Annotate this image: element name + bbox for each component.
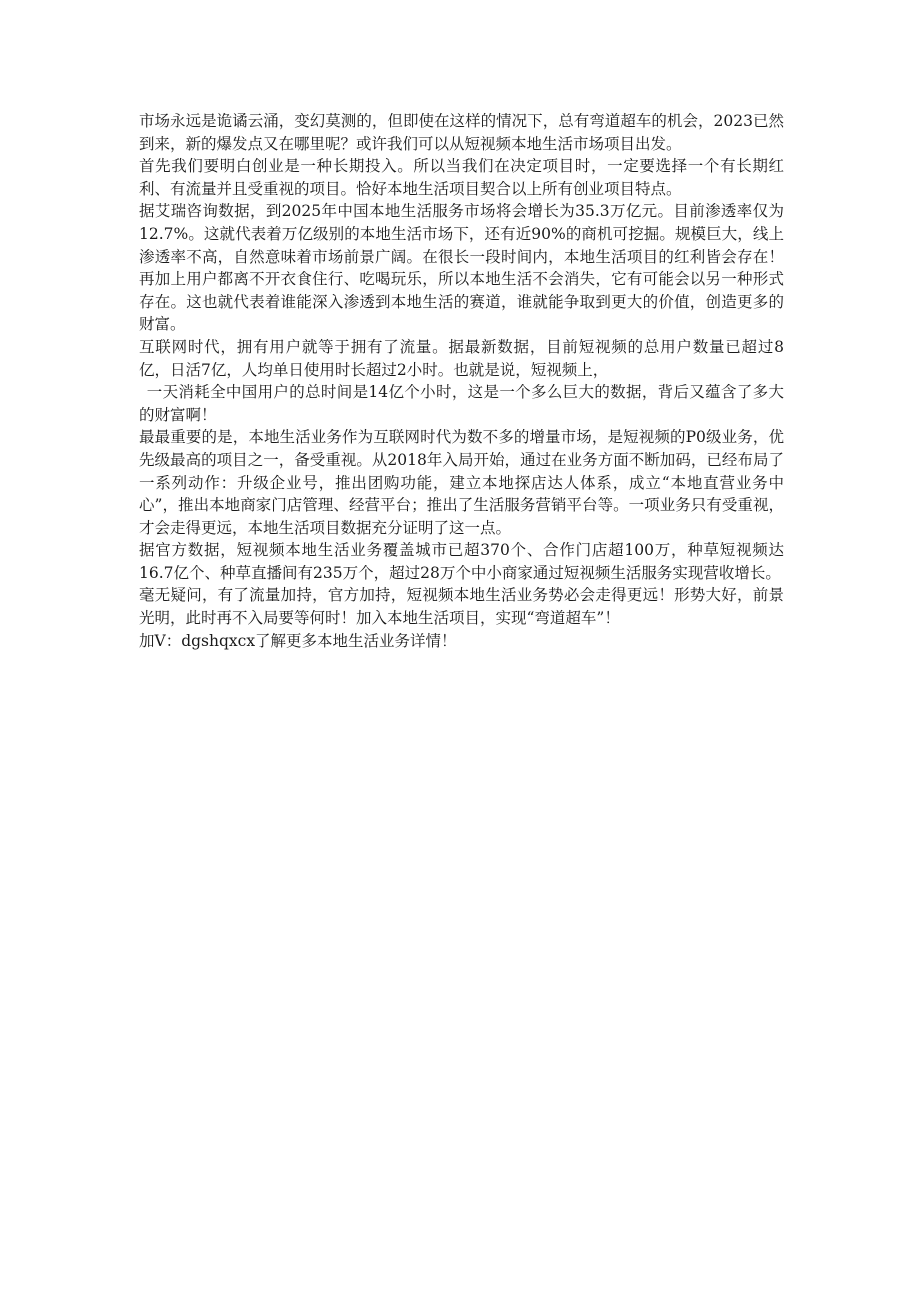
paragraph-user-traffic: 互联网时代，拥有用户就等于拥有了流量。据最新数据，目前短视频的总用户数量已超过8亿，日活7亿，人均单日使用时长超过2小时。也就是说，短视频上， [139,337,784,379]
paragraph-long-term-investment: 首先我们要明白创业是一种长期投入。所以当我们在决定项目时，一定要选择一个有长期红利、有流量并且受重视的项目。恰好本地生活项目契合以上所有创业项目特点。 [139,157,784,198]
paragraph-contact: 加V：dgshqxcx了解更多本地生活业务详情！ [139,631,457,650]
paragraph-market-data: 据艾瑞咨询数据，到2025年中国本地生活服务市场将会增长为35.3万亿元。目前渗透率仅为12.7%。这就代表着万亿级别的本地生活市场下，还有近90%的商机可挖掘。规模巨大，线上渗透率不高，自然意味着市场前景广阔。在很长一段时间内，本地生活项目的红利皆会存在！再加上用户都离不开衣食住行、吃喝玩乐，所以本地生活不会消失，它有可能会以另一种形式存在。这也就代表着谁能深入渗透到本地生活的赛道，谁就能争取到更大的价值，创造更多的财富。 [139,202,784,334]
paragraph-conclusion: 毫无疑问，有了流量加持，官方加持，短视频本地生活业务势必会走得更远！形势大好，前景光明，此时再不入局要等何时！加入本地生活项目，实现“弯道超车”！ [139,586,784,628]
paragraph-official-data: 据官方数据，短视频本地生活业务覆盖城市已超370个、合作门店超100万，种草短视频达16.7亿个、种草直播间有235万个，超过28万个中小商家通过短视频生活服务实现营收增长。 [139,541,784,582]
document-body [139,110,784,652]
paragraph-priority-business: 最最重要的是，本地生活业务作为互联网时代为数不多的增量市场，是短视频的P0级业务，优先级最高的项目之一，备受重视。从2018年入局开始，通过在业务方面不断加码，已经布局了一系列动作：升级企业号，推出团购功能，建立本地探店达人体系，成立“本地直营业务中心”，推出本地商家门店管理、经营平台；推出了生活服务营销平台等。一项业务只有受重视，才会走得更远，本地生活项目数据充分证明了这一点。 [139,428,784,537]
paragraph-intro: 市场永远是诡谲云涌，变幻莫测的，但即使在这样的情况下，总有弯道超车的机会，2023已然到来，新的爆发点又在哪里呢？或许我们可以从短视频本地生活市场项目出发。 [139,112,784,153]
paragraph-total-time: 一天消耗全中国用户的总时间是14亿个小时，这是一个多么巨大的数据，背后又蕴含了多大的财富啊！ [139,383,784,424]
